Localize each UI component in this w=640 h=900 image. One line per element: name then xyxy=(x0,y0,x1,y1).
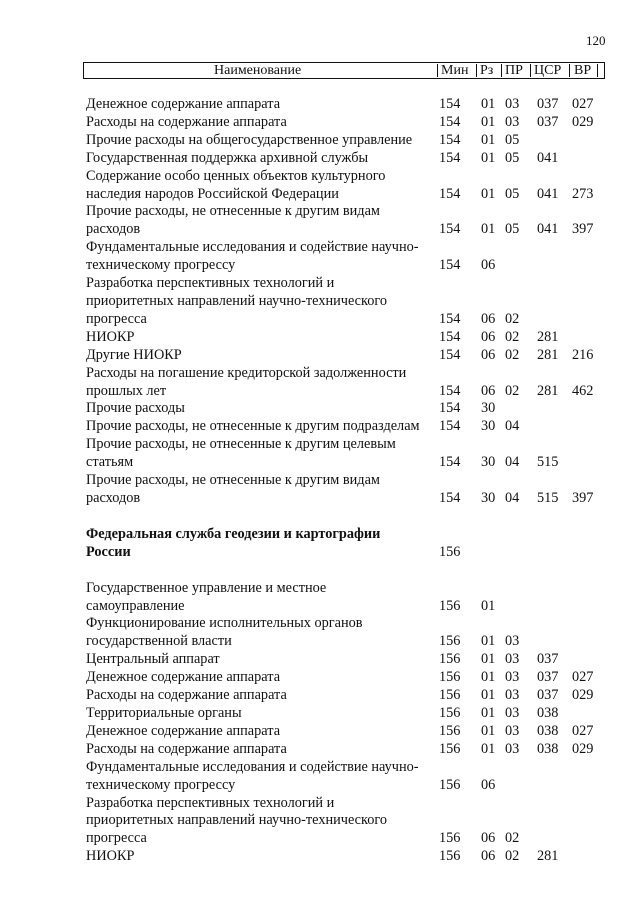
cell-csr: 281 xyxy=(537,848,559,865)
header-pr: ПР xyxy=(505,63,523,78)
cell-vr: 029 xyxy=(572,113,594,130)
table-row xyxy=(86,615,606,651)
cell-rz: 01 xyxy=(481,651,496,668)
section-heading-row xyxy=(86,526,606,562)
row-name: Федеральная служба геодезии и картографии России xyxy=(86,525,381,560)
cell-csr: 037 xyxy=(537,687,559,704)
cell-rz: 06 xyxy=(481,310,496,327)
table-row xyxy=(86,400,606,418)
cell-pr: 02 xyxy=(505,830,520,847)
row-name: Разработка перспективных технологий и приоритетных направлений научно-технического прогресса xyxy=(86,275,388,327)
table-row xyxy=(86,472,606,508)
row-name: Функционирование исполнительных органов государственной власти xyxy=(86,615,363,650)
row-name: Фундаментальные исследования и содействие научно- техническому прогрессу xyxy=(86,239,419,274)
table-row xyxy=(86,203,606,239)
cell-csr: 281 xyxy=(537,328,559,345)
cell-vr: 027 xyxy=(572,96,594,112)
row-name: Государственная поддержка архивной службы xyxy=(86,149,369,166)
cell-csr: 037 xyxy=(537,651,559,668)
row-name: НИОКР xyxy=(86,848,135,865)
table-row xyxy=(86,275,606,329)
row-name: Фундаментальные исследования и содействие научно- техническому прогрессу xyxy=(86,758,419,793)
cell-rz: 01 xyxy=(481,687,496,704)
table-row xyxy=(86,687,606,705)
cell-min: 154 xyxy=(439,346,461,363)
cell-min: 154 xyxy=(439,149,461,166)
cell-vr: 029 xyxy=(572,740,594,757)
cell-pr: 03 xyxy=(505,669,520,686)
cell-min: 154 xyxy=(439,221,461,238)
cell-min: 156 xyxy=(439,705,461,721)
cell-min: 154 xyxy=(439,454,461,471)
cell-rz: 06 xyxy=(481,328,496,345)
header-divider xyxy=(501,64,502,77)
cell-rz: 06 xyxy=(481,776,496,793)
cell-min: 154 xyxy=(439,400,461,417)
table-row xyxy=(86,705,606,723)
cell-min: 154 xyxy=(439,185,461,202)
cell-csr: 037 xyxy=(537,96,559,112)
table-row xyxy=(86,168,606,204)
cell-pr: 03 xyxy=(505,96,520,112)
cell-rz: 01 xyxy=(481,131,496,148)
row-name: Прочие расходы, не отнесенные к другим видам расходов xyxy=(86,472,380,506)
row-name: Государственное управление и местное самоуправление xyxy=(86,579,327,614)
cell-pr: 02 xyxy=(505,328,520,345)
table-row xyxy=(86,651,606,669)
cell-pr: 03 xyxy=(505,705,520,721)
table-row xyxy=(86,669,606,687)
cell-rz: 06 xyxy=(481,830,496,847)
cell-min: 156 xyxy=(439,651,461,668)
cell-min: 154 xyxy=(439,96,461,112)
cell-min: 156 xyxy=(439,687,461,704)
cell-csr: 041 xyxy=(537,221,559,238)
cell-pr: 05 xyxy=(505,149,520,166)
table-row xyxy=(86,365,606,401)
row-name: Денежное содержание аппарата xyxy=(86,96,281,112)
cell-rz: 06 xyxy=(481,848,496,865)
cell-pr: 05 xyxy=(505,221,520,238)
row-name: Прочие расходы, не отнесенные к другим видам расходов xyxy=(86,203,380,238)
row-name: Расходы на содержание аппарата xyxy=(86,740,287,757)
cell-rz: 01 xyxy=(481,597,496,614)
table-row xyxy=(86,132,606,150)
cell-pr: 02 xyxy=(505,346,520,363)
cell-rz: 01 xyxy=(481,149,496,166)
cell-pr: 02 xyxy=(505,382,520,399)
cell-rz: 06 xyxy=(481,346,496,363)
cell-pr: 03 xyxy=(505,740,520,757)
cell-min: 156 xyxy=(439,722,461,739)
table-row xyxy=(86,150,606,168)
table-row xyxy=(86,114,606,132)
table-header xyxy=(83,62,605,79)
table-row xyxy=(86,848,606,866)
row-name: Прочие расходы, не отнесенные к другим подразделам xyxy=(86,418,420,435)
cell-min: 154 xyxy=(439,257,461,274)
table-row xyxy=(86,741,606,759)
cell-vr: 027 xyxy=(572,669,594,686)
row-name: Территориальные органы xyxy=(86,705,242,721)
cell-min: 154 xyxy=(439,131,461,148)
header-divider xyxy=(597,64,598,77)
row-name: Расходы на содержание аппарата xyxy=(86,113,287,130)
cell-rz: 06 xyxy=(481,382,496,399)
cell-vr: 027 xyxy=(572,722,594,739)
cell-rz: 01 xyxy=(481,113,496,130)
header-name: Наименование xyxy=(214,63,302,78)
cell-csr: 515 xyxy=(537,454,559,471)
cell-pr: 04 xyxy=(505,454,520,471)
table-row xyxy=(86,795,606,849)
cell-pr: 02 xyxy=(505,848,520,865)
cell-pr: 03 xyxy=(505,687,520,704)
cell-min: 154 xyxy=(439,382,461,399)
cell-csr: 037 xyxy=(537,669,559,686)
cell-rz: 01 xyxy=(481,722,496,739)
cell-rz: 01 xyxy=(481,633,496,650)
cell-min: 154 xyxy=(439,310,461,327)
cell-min: 154 xyxy=(439,489,461,506)
cell-vr: 397 xyxy=(572,489,594,506)
table-row xyxy=(86,347,606,365)
cell-csr: 281 xyxy=(537,346,559,363)
header-rz: Рз xyxy=(480,63,494,78)
cell-pr: 02 xyxy=(505,310,520,327)
cell-min: 154 xyxy=(439,328,461,345)
cell-csr: 038 xyxy=(537,705,559,721)
cell-vr: 397 xyxy=(572,221,594,238)
table-row xyxy=(86,723,606,741)
budget-table xyxy=(86,96,606,866)
cell-min: 156 xyxy=(439,543,461,560)
row-name: Расходы на погашение кредиторской задолженности прошлых лет xyxy=(86,364,407,399)
row-name: Денежное содержание аппарата xyxy=(86,722,281,739)
table-row xyxy=(86,418,606,436)
cell-csr: 041 xyxy=(537,185,559,202)
cell-rz: 06 xyxy=(481,257,496,274)
cell-min: 156 xyxy=(439,669,461,686)
row-name: Прочие расходы, не отнесенные к другим целевым статьям xyxy=(86,436,396,471)
header-divider xyxy=(437,64,438,77)
row-name: Прочие расходы xyxy=(86,400,185,417)
cell-pr: 05 xyxy=(505,131,520,148)
header-divider xyxy=(476,64,477,77)
header-csr: ЦСР xyxy=(534,63,562,78)
cell-min: 154 xyxy=(439,113,461,130)
cell-csr: 041 xyxy=(537,149,559,166)
cell-vr: 029 xyxy=(572,687,594,704)
table-row xyxy=(86,329,606,347)
table-row xyxy=(86,239,606,275)
cell-csr: 037 xyxy=(537,113,559,130)
cell-pr: 03 xyxy=(505,113,520,130)
cell-rz: 01 xyxy=(481,185,496,202)
table-row xyxy=(86,580,606,616)
cell-rz: 01 xyxy=(481,96,496,112)
cell-pr: 04 xyxy=(505,489,520,506)
cell-pr: 03 xyxy=(505,722,520,739)
cell-csr: 038 xyxy=(537,740,559,757)
cell-pr: 03 xyxy=(505,633,520,650)
cell-rz: 01 xyxy=(481,221,496,238)
cell-vr: 216 xyxy=(572,346,594,363)
cell-rz: 01 xyxy=(481,740,496,757)
header-divider xyxy=(530,64,531,77)
cell-min: 156 xyxy=(439,776,461,793)
cell-rz: 30 xyxy=(481,454,496,471)
header-vr: ВР xyxy=(574,63,592,78)
section-gap xyxy=(86,508,606,526)
cell-min: 154 xyxy=(439,418,461,435)
cell-pr: 04 xyxy=(505,418,520,435)
cell-min: 156 xyxy=(439,740,461,757)
cell-csr: 038 xyxy=(537,722,559,739)
cell-csr: 281 xyxy=(537,382,559,399)
cell-pr: 03 xyxy=(505,651,520,668)
row-name: Разработка перспективных технологий и приоритетных направлений научно-технического прогресса xyxy=(86,794,388,847)
table-row xyxy=(86,436,606,472)
cell-min: 156 xyxy=(439,597,461,614)
header-min: Мин xyxy=(441,63,469,78)
row-name: НИОКР xyxy=(86,328,135,345)
cell-rz: 30 xyxy=(481,400,496,417)
table-row xyxy=(86,759,606,795)
cell-rz: 30 xyxy=(481,489,496,506)
cell-min: 156 xyxy=(439,830,461,847)
table-row xyxy=(86,96,606,114)
row-name: Центральный аппарат xyxy=(86,651,220,668)
cell-rz: 30 xyxy=(481,418,496,435)
cell-csr: 515 xyxy=(537,489,559,506)
row-name: Денежное содержание аппарата xyxy=(86,669,281,686)
row-name: Содержание особо ценных объектов культурного наследия народов Российской Федерации xyxy=(86,167,386,202)
page-number: 120 xyxy=(586,33,606,48)
row-name: Другие НИОКР xyxy=(86,346,182,363)
cell-vr: 462 xyxy=(572,382,594,399)
section-gap xyxy=(86,562,606,580)
cell-min: 156 xyxy=(439,848,461,865)
cell-pr: 05 xyxy=(505,185,520,202)
cell-rz: 01 xyxy=(481,705,496,721)
row-name: Расходы на содержание аппарата xyxy=(86,687,287,704)
cell-min: 156 xyxy=(439,633,461,650)
cell-vr: 273 xyxy=(572,185,594,202)
row-name: Прочие расходы на общегосударственное управление xyxy=(86,131,413,148)
cell-rz: 01 xyxy=(481,669,496,686)
header-divider xyxy=(569,64,570,77)
